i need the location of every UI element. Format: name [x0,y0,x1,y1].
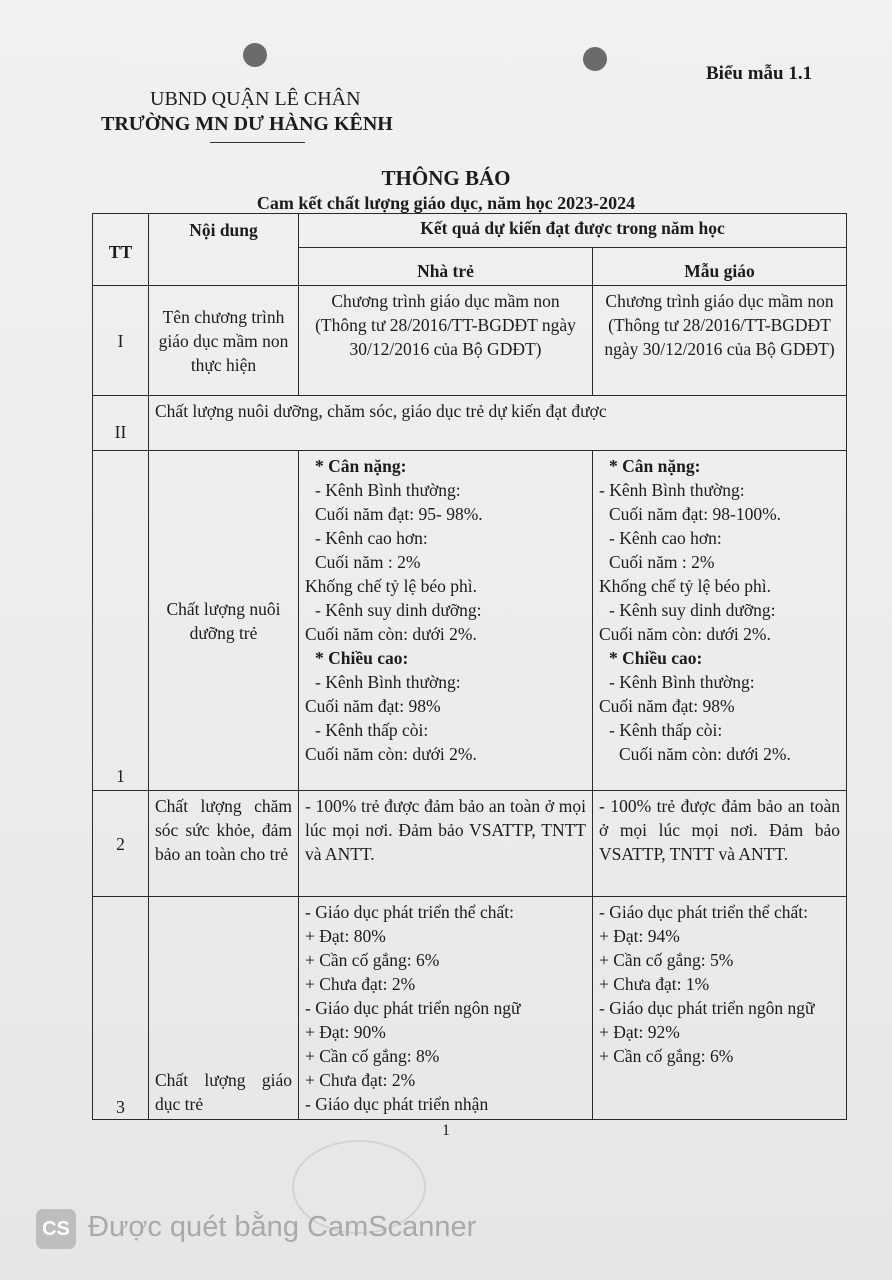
list-item: Khống chế tỷ lệ béo phì. [599,576,772,596]
header-nursery: Nhà trẻ [299,248,593,286]
row-number: II [93,396,149,451]
list-item: + Đạt: 92% [599,1022,680,1042]
list-item: * Chiều cao: [315,648,409,668]
punch-hole [583,47,607,71]
list-item: - Kênh suy dinh dưỡng: [315,600,482,620]
list-item: + Cần cố gắng: 6% [305,950,440,970]
list-item: * Chiều cao: [609,648,703,668]
list-item: Cuối năm còn: dưới 2%. [305,744,477,764]
table-row [93,396,847,451]
page-number: 1 [442,1122,450,1139]
scanner-watermark: Được quét bằng CamScanner [88,1211,477,1243]
list-item: + Cần cố gắng: 6% [599,1046,734,1066]
row-number: 2 [93,791,149,897]
school-name: TRƯỜNG MN DƯ HÀNG KÊNH [101,113,393,135]
list-item: - Kênh Bình thường: [315,672,461,692]
nursery-nutrition [299,451,593,791]
list-item: + Chưa đạt: 2% [305,1070,416,1090]
header-kindergarten: Mẫu giáo [593,248,847,286]
list-item: - Kênh Bình thường: [315,480,461,500]
row-number: 3 [93,897,149,1120]
table-row [93,286,847,396]
list-item: + Chưa đạt: 1% [599,974,710,994]
list-item: - Giáo dục phát triển thể chất: [599,902,808,922]
kindergarten-program: Chương trình giáo dục mầm non (Thông tư 28/2016/TT-BGDĐT ngày 30/12/2016 của Bộ GDĐT) [593,286,847,396]
list-item: Khống chế tỷ lệ béo phì. [305,576,478,596]
header-result: Kết quả dự kiến đạt được trong năm học [299,214,847,248]
list-item: - Giáo dục phát triển ngôn ngữ [305,998,521,1018]
kindergarten-nutrition [593,451,847,791]
list-item: * Cân nặng: [609,456,701,476]
list-item: Cuối năm : 2% [315,552,421,572]
list-item: + Đạt: 94% [599,926,680,946]
list-item: + Đạt: 80% [305,926,386,946]
list-item: - Kênh suy dinh dưỡng: [609,600,776,620]
kindergarten-safety: - 100% trẻ được đảm bảo an toàn ở mọi lúc mọi nơi. Đảm bảo VSATTP, TNTT và ANTT. [593,791,847,897]
list-item: Cuối năm còn: dưới 2%. [619,744,791,764]
row-number: 1 [93,451,149,791]
list-item: * Cân nặng: [315,456,407,476]
list-item: + Cần cố gắng: 5% [599,950,734,970]
table-row [93,897,847,1120]
row-content: Tên chương trình giáo dục mầm non thực hiện [149,286,299,396]
kindergarten-education [593,897,847,1120]
list-item: Cuối năm còn: dưới 2%. [305,624,477,644]
table-row [93,451,847,791]
header-content: Nội dung [149,214,299,286]
header-underline [210,142,305,143]
list-item: Cuối năm đạt: 95- 98%. [315,504,483,524]
document-title: THÔNG BÁO [381,166,511,190]
row-content: Chất lượng chăm sóc sức khỏe, đảm bảo an toàn cho trẻ [149,791,299,897]
district-name: UBND QUẬN LÊ CHÂN [150,88,361,110]
row-number: I [93,286,149,396]
list-item: Cuối năm đạt: 98% [599,696,735,716]
nursery-safety: - 100% trẻ được đảm bảo an toàn ở mọi lúc mọi nơi. Đảm bảo VSATTP, TNTT và ANTT. [299,791,593,897]
commitment-table [92,213,847,1120]
list-item: - Giáo dục phát triển thể chất: [305,902,514,922]
list-item: - Giáo dục phát triển nhận [305,1094,489,1114]
table-row [93,791,847,897]
camscanner-logo-icon: CS [36,1209,76,1249]
list-item: Cuối năm đạt: 98-100%. [609,504,782,524]
row-content: Chất lượng nuôi dưỡng trẻ [149,451,299,791]
punch-hole [243,43,267,67]
list-item: - Kênh thấp còi: [315,720,429,740]
list-item: + Đạt: 90% [305,1022,386,1042]
list-item: + Cần cố gắng: 8% [305,1046,440,1066]
list-item: - Kênh thấp còi: [609,720,723,740]
list-item: Cuối năm đạt: 98% [305,696,441,716]
list-item: - Giáo dục phát triển ngôn ngữ [599,998,815,1018]
section-heading: Chất lượng nuôi dưỡng, chăm sóc, giáo dục trẻ dự kiến đạt được [149,396,847,451]
header-tt: TT [93,214,149,286]
nursery-education [299,897,593,1120]
list-item: - Kênh Bình thường: [599,480,745,500]
form-number: Biểu mẫu 1.1 [706,63,813,84]
list-item: - Kênh cao hơn: [315,528,428,548]
nursery-program: Chương trình giáo dục mầm non (Thông tư 28/2016/TT-BGDĐT ngày 30/12/2016 của Bộ GDĐT) [299,286,593,396]
list-item: Cuối năm còn: dưới 2%. [599,624,771,644]
row-content: Chất lượng giáo dục trẻ [149,897,299,1120]
list-item: - Kênh Bình thường: [609,672,755,692]
list-item: - Kênh cao hơn: [609,528,722,548]
document-subtitle: Cam kết chất lượng giáo dục, năm học 2023-2024 [256,193,636,213]
list-item: + Chưa đạt: 2% [305,974,416,994]
list-item: Cuối năm : 2% [609,552,715,572]
